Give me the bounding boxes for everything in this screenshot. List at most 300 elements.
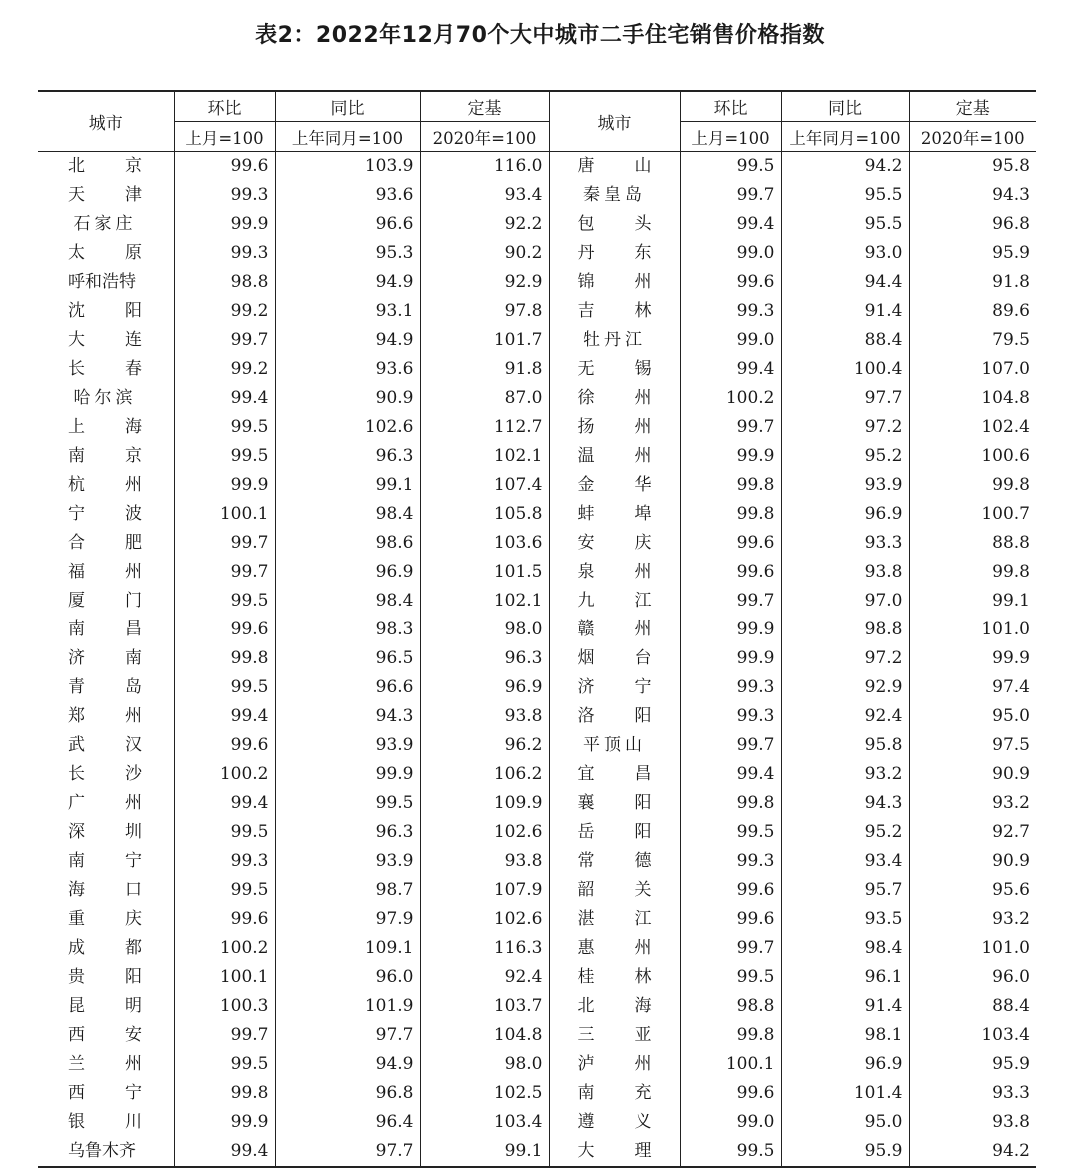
- value-yoy: 101.4: [781, 1079, 909, 1108]
- city-cell: [549, 760, 680, 789]
- city-name: 遵 义: [577, 1111, 652, 1132]
- city-cell: [549, 1021, 680, 1050]
- value-mom: 100.2: [174, 934, 275, 963]
- value-mom: 99.4: [680, 355, 781, 384]
- value-base: 93.3: [992, 1082, 1030, 1103]
- city-name: 西 安: [68, 1025, 142, 1046]
- city-cell: [38, 558, 174, 587]
- value-base: 91.8: [992, 271, 1030, 292]
- value-base: 112.7: [420, 413, 549, 442]
- city-name: 青 岛: [68, 677, 142, 698]
- subheader-mom: 上月=100: [680, 122, 781, 152]
- value-mom: 99.7: [680, 731, 781, 760]
- city-name: 石家庄: [73, 213, 137, 234]
- header-base: 定基: [909, 91, 1036, 122]
- value-mom: 99.3: [680, 673, 781, 702]
- value-mom: 99.6: [174, 731, 275, 760]
- city-cell: [38, 789, 174, 818]
- table-row: [38, 181, 1036, 210]
- value-base: 107.4: [420, 471, 549, 500]
- value-mom: 99.4: [174, 384, 275, 413]
- city-cell: [549, 1108, 680, 1137]
- city-name: 乌鲁木齐: [68, 1140, 136, 1161]
- value-base: 102.1: [420, 587, 549, 616]
- value-base: 97.4: [992, 677, 1030, 698]
- city-cell: [38, 181, 174, 210]
- city-cell: [549, 673, 680, 702]
- table-row: [38, 297, 1036, 326]
- value-mom: 99.8: [680, 500, 781, 529]
- value-mom: 99.8: [680, 1021, 781, 1050]
- value-base: 107.9: [420, 876, 549, 905]
- table-row: [38, 789, 1036, 818]
- table-row: [38, 731, 1036, 760]
- city-name: 泸 州: [577, 1054, 652, 1075]
- value-mom: 99.3: [174, 181, 275, 210]
- value-base: 95.6: [992, 880, 1030, 901]
- value-mom: 99.7: [680, 413, 781, 442]
- value-base: 102.1: [420, 442, 549, 471]
- city-name: 大 连: [68, 329, 142, 350]
- city-cell: [549, 1079, 680, 1108]
- city-cell: [38, 905, 174, 934]
- value-mom: 99.6: [680, 529, 781, 558]
- value-base: 97.5: [992, 735, 1030, 756]
- value-base: 99.8: [992, 561, 1030, 582]
- city-name: 武 汉: [68, 735, 142, 756]
- city-cell: [549, 963, 680, 992]
- table-row: [38, 847, 1036, 876]
- city-name: 金 华: [577, 474, 652, 495]
- value-base: 101.5: [420, 558, 549, 587]
- city-cell: [38, 616, 174, 645]
- value-mom: 99.4: [174, 702, 275, 731]
- city-cell: [38, 152, 174, 181]
- value-base: 95.9: [992, 242, 1030, 263]
- value-mom: 99.5: [174, 442, 275, 471]
- value-mom: 100.1: [174, 963, 275, 992]
- city-name: 包 头: [577, 213, 652, 234]
- value-mom: 100.2: [174, 760, 275, 789]
- city-cell: [549, 702, 680, 731]
- value-base: 96.3: [420, 644, 549, 673]
- city-cell: [549, 905, 680, 934]
- city-cell: [549, 529, 680, 558]
- value-yoy: 96.8: [275, 1079, 420, 1108]
- value-yoy: 91.4: [781, 992, 909, 1021]
- city-cell: [38, 442, 174, 471]
- header-yoy: 同比: [781, 91, 909, 122]
- city-name: 长 春: [68, 358, 142, 379]
- table-row: [38, 355, 1036, 384]
- value-base: 107.0: [981, 358, 1030, 379]
- city-name: 太 原: [68, 242, 142, 263]
- value-mom: 99.3: [680, 702, 781, 731]
- city-cell: [549, 1137, 680, 1167]
- city-cell: [38, 731, 174, 760]
- value-yoy: 96.6: [275, 210, 420, 239]
- city-cell: [549, 847, 680, 876]
- value-base: 99.8: [992, 474, 1030, 495]
- value-mom: 99.7: [680, 587, 781, 616]
- value-yoy: 103.9: [275, 152, 420, 181]
- city-cell: [38, 355, 174, 384]
- city-cell: [38, 847, 174, 876]
- value-yoy: 109.1: [275, 934, 420, 963]
- city-cell: [38, 529, 174, 558]
- city-name: 安 庆: [577, 532, 652, 553]
- city-cell: [38, 500, 174, 529]
- value-mom: 100.2: [680, 384, 781, 413]
- city-name: 牡丹江: [583, 329, 646, 350]
- value-yoy: 94.9: [275, 326, 420, 355]
- value-mom: 99.5: [174, 673, 275, 702]
- value-mom: 99.6: [174, 152, 275, 181]
- value-mom: 99.0: [680, 326, 781, 355]
- city-cell: [549, 876, 680, 905]
- value-base: 101.0: [981, 619, 1030, 640]
- city-cell: [549, 818, 680, 847]
- value-base: 101.7: [420, 326, 549, 355]
- value-yoy: 95.5: [781, 181, 909, 210]
- value-mom: 98.8: [680, 992, 781, 1021]
- value-yoy: 96.5: [275, 644, 420, 673]
- value-mom: 100.1: [680, 1050, 781, 1079]
- value-yoy: 94.4: [781, 268, 909, 297]
- city-cell: [38, 268, 174, 297]
- value-yoy: 98.4: [275, 500, 420, 529]
- value-yoy: 96.3: [275, 442, 420, 471]
- value-yoy: 93.9: [275, 847, 420, 876]
- value-base: 87.0: [420, 384, 549, 413]
- city-name: 重 庆: [68, 909, 142, 930]
- table-row: [38, 384, 1036, 413]
- value-base: 93.8: [420, 702, 549, 731]
- city-name: 郑 州: [68, 706, 142, 727]
- table-row: [38, 673, 1036, 702]
- value-base: 102.6: [420, 818, 549, 847]
- table-row: [38, 702, 1036, 731]
- city-name: 岳 阳: [577, 822, 652, 843]
- value-yoy: 93.6: [275, 355, 420, 384]
- value-base: 90.2: [420, 239, 549, 268]
- value-base: 99.1: [992, 590, 1030, 611]
- value-yoy: 102.6: [275, 413, 420, 442]
- city-name: 徐 州: [577, 387, 652, 408]
- table-row: [38, 1137, 1036, 1167]
- city-name: 成 都: [68, 938, 142, 959]
- value-base: 90.9: [992, 764, 1030, 785]
- table-row: [38, 210, 1036, 239]
- value-yoy: 96.6: [275, 673, 420, 702]
- value-yoy: 95.9: [781, 1137, 909, 1167]
- value-yoy: 96.3: [275, 818, 420, 847]
- table-row: [38, 500, 1036, 529]
- header-city: 城市: [38, 91, 174, 152]
- value-yoy: 95.2: [781, 442, 909, 471]
- value-yoy: 93.8: [781, 558, 909, 587]
- city-name: 洛 阳: [577, 706, 652, 727]
- city-cell: [38, 934, 174, 963]
- value-mom: 99.5: [680, 152, 781, 181]
- value-mom: 99.5: [174, 818, 275, 847]
- city-name: 贵 阳: [68, 967, 142, 988]
- city-name: 海 口: [68, 880, 142, 901]
- value-base: 99.1: [420, 1137, 549, 1167]
- value-yoy: 97.0: [781, 587, 909, 616]
- city-name: 沈 阳: [68, 300, 142, 321]
- value-yoy: 97.2: [781, 413, 909, 442]
- city-name: 惠 州: [577, 938, 652, 959]
- value-yoy: 96.9: [781, 1050, 909, 1079]
- value-mom: 100.1: [174, 500, 275, 529]
- value-yoy: 99.1: [275, 471, 420, 500]
- city-name: 锦 州: [577, 271, 652, 292]
- value-mom: 99.6: [680, 1079, 781, 1108]
- value-base: 98.0: [420, 1050, 549, 1079]
- value-yoy: 90.9: [275, 384, 420, 413]
- value-yoy: 96.4: [275, 1108, 420, 1137]
- value-mom: 99.4: [680, 210, 781, 239]
- city-cell: [38, 760, 174, 789]
- table-row: [38, 934, 1036, 963]
- value-mom: 99.5: [174, 1050, 275, 1079]
- value-mom: 99.7: [174, 326, 275, 355]
- value-yoy: 93.2: [781, 760, 909, 789]
- value-mom: 99.3: [174, 239, 275, 268]
- value-base: 104.8: [981, 387, 1030, 408]
- city-cell: [38, 1108, 174, 1137]
- value-mom: 99.5: [174, 876, 275, 905]
- value-base: 103.4: [981, 1025, 1030, 1046]
- city-name: 南 京: [68, 445, 142, 466]
- value-yoy: 93.4: [781, 847, 909, 876]
- city-cell: [549, 558, 680, 587]
- city-name: 扬 州: [577, 416, 652, 437]
- city-name: 杭 州: [68, 474, 142, 495]
- city-cell: [38, 326, 174, 355]
- table-row: [38, 616, 1036, 645]
- value-base: 109.9: [420, 789, 549, 818]
- value-mom: 99.4: [680, 760, 781, 789]
- value-mom: 99.3: [680, 297, 781, 326]
- value-mom: 99.5: [174, 413, 275, 442]
- value-yoy: 99.9: [275, 760, 420, 789]
- table-row: [38, 471, 1036, 500]
- city-cell: [38, 210, 174, 239]
- table-row: [38, 239, 1036, 268]
- value-yoy: 93.9: [781, 471, 909, 500]
- table-row: [38, 1021, 1036, 1050]
- city-name: 济 南: [68, 648, 142, 669]
- value-yoy: 93.3: [781, 529, 909, 558]
- value-yoy: 91.4: [781, 297, 909, 326]
- value-mom: 99.9: [680, 616, 781, 645]
- city-name: 唐 山: [577, 155, 652, 176]
- page-title: 表2：2022年12月70个大中城市二手住宅销售价格指数: [255, 23, 825, 48]
- value-base: 96.9: [420, 673, 549, 702]
- city-name: 丹 东: [577, 242, 652, 263]
- city-cell: [549, 934, 680, 963]
- city-name: 长 沙: [68, 764, 142, 785]
- value-base: 97.8: [420, 297, 549, 326]
- value-base: 93.2: [992, 793, 1030, 814]
- value-yoy: 93.9: [275, 731, 420, 760]
- value-base: 95.9: [992, 1054, 1030, 1075]
- city-name: 北 海: [577, 996, 652, 1017]
- value-yoy: 95.2: [781, 818, 909, 847]
- value-yoy: 100.4: [781, 355, 909, 384]
- value-base: 95.8: [992, 155, 1030, 176]
- city-cell: [549, 297, 680, 326]
- value-base: 102.5: [420, 1079, 549, 1108]
- city-cell: [549, 268, 680, 297]
- value-yoy: 98.1: [781, 1021, 909, 1050]
- value-base: 96.2: [420, 731, 549, 760]
- city-cell: [549, 152, 680, 181]
- value-base: 101.0: [981, 938, 1030, 959]
- city-cell: [549, 1050, 680, 1079]
- value-mom: 99.9: [680, 442, 781, 471]
- value-base: 88.8: [992, 532, 1030, 553]
- city-name: 北 京: [68, 155, 142, 176]
- city-cell: [38, 1021, 174, 1050]
- value-base: 100.6: [981, 445, 1030, 466]
- city-cell: [38, 471, 174, 500]
- city-name: 九 江: [577, 590, 652, 611]
- value-base: 102.6: [420, 905, 549, 934]
- city-cell: [38, 239, 174, 268]
- city-cell: [38, 384, 174, 413]
- value-base: 98.0: [420, 616, 549, 645]
- city-cell: [38, 673, 174, 702]
- city-cell: [38, 1137, 174, 1167]
- value-mom: 99.3: [680, 847, 781, 876]
- city-cell: [549, 731, 680, 760]
- value-mom: 99.8: [174, 644, 275, 673]
- value-base: 92.7: [992, 822, 1030, 843]
- value-base: 99.9: [992, 648, 1030, 669]
- value-yoy: 93.1: [275, 297, 420, 326]
- value-yoy: 95.3: [275, 239, 420, 268]
- value-mom: 99.8: [680, 789, 781, 818]
- value-mom: 99.7: [174, 529, 275, 558]
- city-cell: [549, 442, 680, 471]
- value-yoy: 95.7: [781, 876, 909, 905]
- value-base: 102.4: [981, 416, 1030, 437]
- value-yoy: 94.3: [275, 702, 420, 731]
- subheader-base: 2020年=100: [420, 122, 549, 152]
- value-base: 79.5: [992, 329, 1030, 350]
- city-cell: [38, 992, 174, 1021]
- city-name: 蚌 埠: [577, 503, 652, 524]
- value-yoy: 94.9: [275, 268, 420, 297]
- city-name: 上 海: [68, 416, 142, 437]
- city-cell: [549, 992, 680, 1021]
- city-cell: [549, 413, 680, 442]
- city-cell: [549, 789, 680, 818]
- table-row: [38, 326, 1036, 355]
- value-base: 93.8: [992, 1111, 1030, 1132]
- value-yoy: 98.3: [275, 616, 420, 645]
- table-row: [38, 644, 1036, 673]
- value-mom: 99.9: [174, 471, 275, 500]
- city-name: 呼和浩特: [68, 271, 136, 292]
- value-yoy: 97.9: [275, 905, 420, 934]
- value-yoy: 92.4: [781, 702, 909, 731]
- city-cell: [549, 239, 680, 268]
- value-base: 91.8: [420, 355, 549, 384]
- city-name: 赣 州: [577, 619, 652, 640]
- city-cell: [38, 1079, 174, 1108]
- value-mom: 99.0: [680, 1108, 781, 1137]
- value-yoy: 96.9: [781, 500, 909, 529]
- value-mom: 99.8: [680, 471, 781, 500]
- table-row: [38, 413, 1036, 442]
- value-yoy: 96.9: [275, 558, 420, 587]
- value-mom: 99.2: [174, 355, 275, 384]
- city-name: 西 宁: [68, 1082, 142, 1103]
- value-base: 94.3: [992, 184, 1030, 205]
- value-mom: 99.6: [680, 905, 781, 934]
- city-name: 烟 台: [577, 648, 652, 669]
- table-row: [38, 876, 1036, 905]
- city-name: 宁 波: [68, 503, 142, 524]
- city-name: 襄 阳: [577, 793, 652, 814]
- value-base: 90.9: [992, 851, 1030, 872]
- price-index-table: [38, 90, 1036, 1168]
- value-yoy: 98.6: [275, 529, 420, 558]
- city-name: 无 锡: [577, 358, 652, 379]
- city-cell: [549, 471, 680, 500]
- value-mom: 99.6: [174, 905, 275, 934]
- header-row: [38, 91, 1036, 122]
- city-name: 深 圳: [68, 822, 142, 843]
- value-base: 100.7: [981, 503, 1030, 524]
- value-yoy: 101.9: [275, 992, 420, 1021]
- value-mom: 99.0: [680, 239, 781, 268]
- value-mom: 99.7: [174, 558, 275, 587]
- table-row: [38, 905, 1036, 934]
- value-base: 88.4: [992, 996, 1030, 1017]
- city-name: 昆 明: [68, 996, 142, 1017]
- value-base: 106.2: [420, 760, 549, 789]
- city-name: 温 州: [577, 445, 652, 466]
- value-mom: 99.9: [174, 1108, 275, 1137]
- city-name: 三 亚: [577, 1025, 652, 1046]
- value-base: 94.2: [909, 1137, 1036, 1167]
- subheader-mom: 上月=100: [174, 122, 275, 152]
- city-cell: [38, 1050, 174, 1079]
- table-row: [38, 442, 1036, 471]
- value-yoy: 94.3: [781, 789, 909, 818]
- value-yoy: 93.0: [781, 239, 909, 268]
- value-yoy: 97.2: [781, 644, 909, 673]
- table-row: [38, 818, 1036, 847]
- city-cell: [549, 384, 680, 413]
- value-mom: 99.5: [680, 963, 781, 992]
- table-row: [38, 268, 1036, 297]
- table-row: [38, 587, 1036, 616]
- city-cell: [549, 181, 680, 210]
- value-base: 103.7: [420, 992, 549, 1021]
- value-mom: 99.7: [680, 934, 781, 963]
- city-name: 南 充: [577, 1082, 652, 1103]
- city-name: 南 宁: [68, 851, 142, 872]
- table-row: [38, 963, 1036, 992]
- value-mom: 99.3: [174, 847, 275, 876]
- value-base: 92.2: [420, 210, 549, 239]
